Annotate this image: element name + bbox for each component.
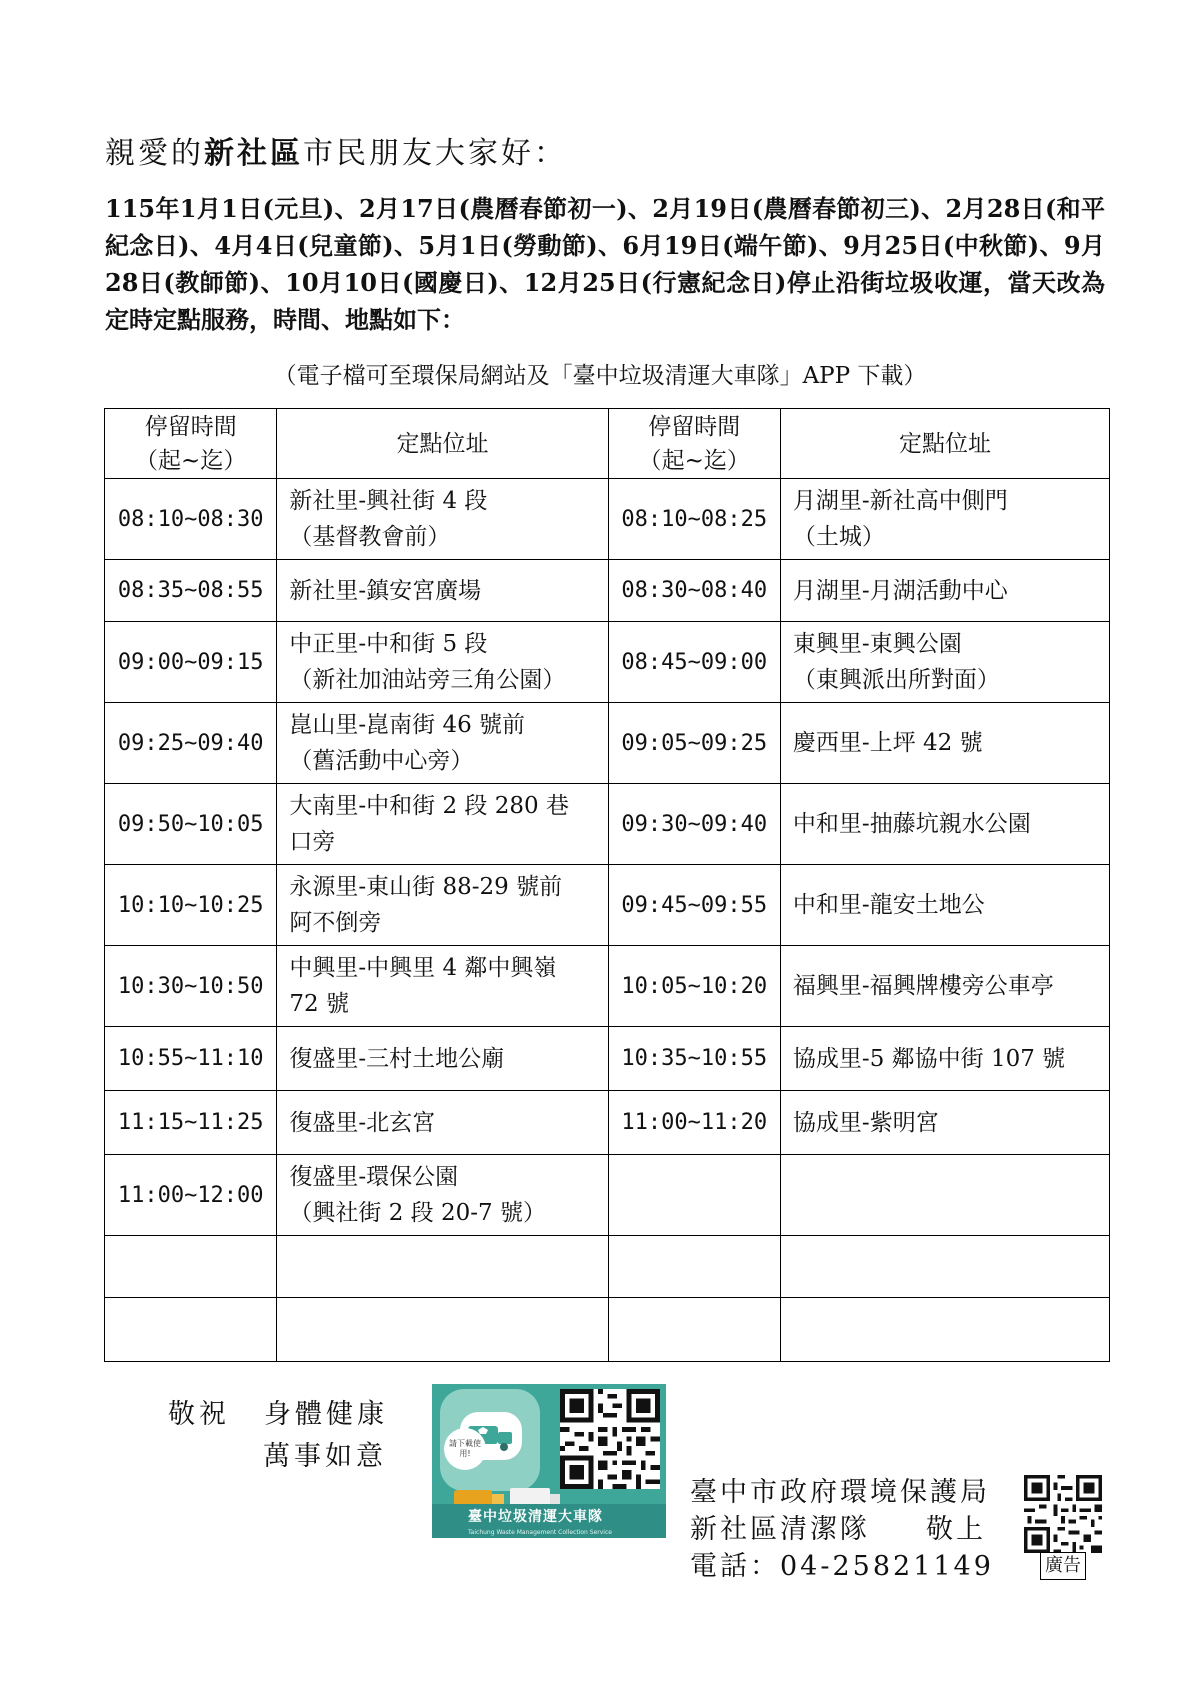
stop-time-left: 10:10~10:25 bbox=[105, 865, 277, 946]
stop-time-left: 10:55~11:10 bbox=[105, 1027, 277, 1091]
closing-wishes bbox=[168, 1394, 388, 1478]
stop-location-left bbox=[277, 1236, 608, 1298]
stop-location-right: 福興里-福興牌樓旁公車亭 bbox=[780, 946, 1109, 1027]
app-title: 臺中垃圾清運大車隊 bbox=[468, 1509, 603, 1525]
greeting-district: 新社區 bbox=[204, 136, 303, 171]
stop-time-left bbox=[105, 1236, 277, 1298]
signature-agency: 臺中市政府環境保護局 bbox=[690, 1477, 990, 1508]
stop-time-right: 10:05~10:20 bbox=[608, 946, 780, 1027]
stop-time-right: 10:35~10:55 bbox=[608, 1027, 780, 1091]
greeting-prefix: 親愛的 bbox=[105, 136, 204, 171]
ad-qr-code bbox=[1024, 1475, 1102, 1553]
greeting bbox=[105, 128, 567, 172]
table-row bbox=[105, 560, 1110, 622]
table-row bbox=[105, 1091, 1110, 1155]
stop-time-left: 09:50~10:05 bbox=[105, 784, 277, 865]
closing-wish-1: 身體健康 bbox=[264, 1399, 388, 1430]
schedule-table bbox=[104, 408, 1110, 1362]
stop-location-right: 東興里-東興公園 （東興派出所對面） bbox=[780, 622, 1109, 703]
signature-team-line bbox=[690, 1511, 994, 1548]
stop-location-left: 永源里-東山街 88-29 號前 阿不倒旁 bbox=[277, 865, 608, 946]
stop-location-left: 復盛里-北玄宮 bbox=[277, 1091, 608, 1155]
holiday-notice: 115年1月1日(元旦)、2月17日(農曆春節初一)、2月19日(農曆春節初三)、2月28日(和平紀念日)、4月4日(兒童節)、5月1日(勞動節)、6月19日(端午節)、9月25日(中秋節)、9月28日(教師節)、10月10日(國慶日)、12月25日(行憲紀念日)停止沿街垃圾收運，當天改為定時定點服務，時間、地點如下： bbox=[105, 194, 1105, 334]
download-note: （電子檔可至環保局網站及「臺中垃圾清運大車隊」APP 下載） bbox=[273, 363, 927, 389]
stop-time-left: 10:30~10:50 bbox=[105, 946, 277, 1027]
header-time-right: 停留時間 （起~迄） bbox=[608, 409, 780, 479]
table-row bbox=[105, 1027, 1110, 1091]
stop-time-right: 09:45~09:55 bbox=[608, 865, 780, 946]
greeting-suffix: 市民朋友大家好： bbox=[303, 136, 567, 171]
table-row bbox=[105, 1236, 1110, 1298]
signature-phone: 電話：04-25821149 bbox=[690, 1551, 994, 1582]
stop-time-right: 09:30~09:40 bbox=[608, 784, 780, 865]
stop-time-right bbox=[608, 1298, 780, 1362]
stop-time-right: 11:00~11:20 bbox=[608, 1091, 780, 1155]
stop-location-right: 慶西里-上坪 42 號 bbox=[780, 703, 1109, 784]
stop-time-left: 11:00~12:00 bbox=[105, 1155, 277, 1236]
stop-time-left: 09:00~09:15 bbox=[105, 622, 277, 703]
stop-time-right bbox=[608, 1236, 780, 1298]
table-row bbox=[105, 622, 1110, 703]
stop-location-left bbox=[277, 1298, 608, 1362]
stop-location-left: 新社里-興社街 4 段 （基督教會前） bbox=[277, 479, 608, 560]
table-row bbox=[105, 703, 1110, 784]
stop-location-left: 復盛里-環保公園 （興社街 2 段 20-7 號） bbox=[277, 1155, 608, 1236]
stop-location-right bbox=[780, 1298, 1109, 1362]
header-location-right: 定點位址 bbox=[780, 409, 1109, 479]
stop-location-right: 協成里-5 鄰協中街 107 號 bbox=[780, 1027, 1109, 1091]
stop-location-right bbox=[780, 1236, 1109, 1298]
stop-location-left: 中興里-中興里 4 鄰中興嶺 72 號 bbox=[277, 946, 608, 1027]
stop-location-right: 月湖里-月湖活動中心 bbox=[780, 560, 1109, 622]
app-qr-code bbox=[560, 1389, 660, 1489]
stop-location-left: 新社里-鎮安宮廣場 bbox=[277, 560, 608, 622]
signature-block bbox=[690, 1474, 994, 1585]
ad-label: 廣告 bbox=[1040, 1552, 1086, 1580]
table-row bbox=[105, 865, 1110, 946]
stop-location-right: 月湖里-新社高中側門 （土城） bbox=[780, 479, 1109, 560]
table-row bbox=[105, 946, 1110, 1027]
stop-time-left bbox=[105, 1298, 277, 1362]
stop-time-right: 09:05~09:25 bbox=[608, 703, 780, 784]
stop-location-right: 協成里-紫明宮 bbox=[780, 1091, 1109, 1155]
stop-time-right: 08:30~08:40 bbox=[608, 560, 780, 622]
stop-location-right: 中和里-抽藤坑親水公園 bbox=[780, 784, 1109, 865]
table-row bbox=[105, 784, 1110, 865]
app-download-badge: 請下載使用! bbox=[444, 1428, 486, 1470]
stop-time-right: 08:45~09:00 bbox=[608, 622, 780, 703]
stop-time-right bbox=[608, 1155, 780, 1236]
stop-location-left: 復盛里-三村土地公廟 bbox=[277, 1027, 608, 1091]
stop-time-left: 09:25~09:40 bbox=[105, 703, 277, 784]
signature-respect: 敬上 bbox=[926, 1514, 986, 1545]
stop-time-left: 11:15~11:25 bbox=[105, 1091, 277, 1155]
stop-time-left: 08:10~08:30 bbox=[105, 479, 277, 560]
stop-time-left: 08:35~08:55 bbox=[105, 560, 277, 622]
table-row bbox=[105, 479, 1110, 560]
stop-time-right: 08:10~08:25 bbox=[608, 479, 780, 560]
closing-wish-2: 萬事如意 bbox=[263, 1441, 387, 1472]
app-banner bbox=[432, 1384, 666, 1538]
table-row bbox=[105, 1155, 1110, 1236]
signature-team: 新社區清潔隊 bbox=[690, 1514, 870, 1545]
header-location-left: 定點位址 bbox=[277, 409, 608, 479]
table-row bbox=[105, 1298, 1110, 1362]
stop-location-right: 中和里-龍安土地公 bbox=[780, 865, 1109, 946]
closing-salute: 敬祝 bbox=[168, 1399, 230, 1430]
app-subtitle: Taichung Waste Management Collection Service bbox=[468, 1529, 612, 1536]
stop-location-right bbox=[780, 1155, 1109, 1236]
table-header-row bbox=[105, 409, 1110, 479]
stop-location-left: 崑山里-崑南街 46 號前 （舊活動中心旁） bbox=[277, 703, 608, 784]
header-time-left: 停留時間 （起~迄） bbox=[105, 409, 277, 479]
stop-location-left: 中正里-中和街 5 段 （新社加油站旁三角公園） bbox=[277, 622, 608, 703]
stop-location-left: 大南里-中和街 2 段 280 巷 口旁 bbox=[277, 784, 608, 865]
